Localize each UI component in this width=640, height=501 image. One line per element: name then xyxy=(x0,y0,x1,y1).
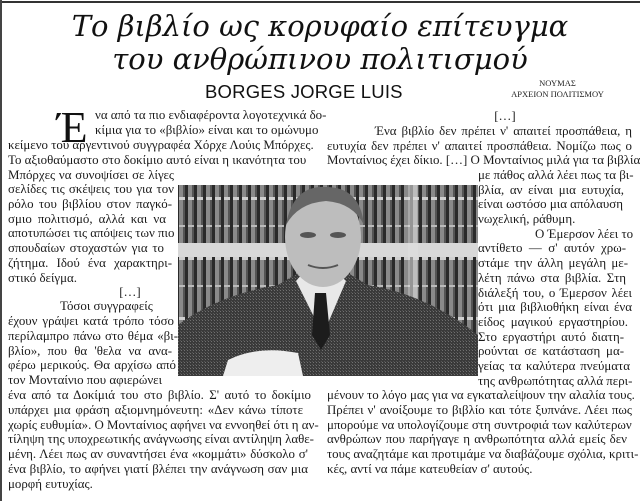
text-line: κείμενο του αργεντινού συγγραφέα Χόρχε Λούις Μπόρχες. xyxy=(8,138,314,152)
text-line: λέτη πάνω στα βιβλία. Στη xyxy=(478,271,626,285)
text-line: μορφή ευτυχίας. xyxy=(8,477,93,491)
text-line: ανθρώπων που παρήγαγε η ανθρωπότητα αλλά εμείς δεν xyxy=(327,432,627,446)
text-line: περίλαμπρο πάνω στο θέμα «βι- xyxy=(8,329,178,343)
text-line: Στο εργαστήρι αυτό διατη- xyxy=(478,330,624,344)
text-line: Μονταίνιος έχει δίκιο. […] Ο Μονταίνιος μιλά για τα βιβλία xyxy=(327,153,640,167)
text-line: Πρέπει ν' ανοίξουμε το βιβλίο και τότε ξυπνάνε. Λέει πως xyxy=(327,403,632,417)
text-line: της ανθρωπότητας αλλά περι- xyxy=(478,374,633,388)
text-line: […] xyxy=(119,285,141,299)
text-line: είναι ωστόσο μια απόλαυση xyxy=(478,197,623,211)
text-line: κίμια για το «βιβλίο» είναι και το ομώνυμο xyxy=(95,123,319,137)
text-line: διάλεξή του, ο Έμερσον λέει xyxy=(478,286,632,300)
text-line: φέρω μερικούς. Θα αρχίσω από xyxy=(8,358,176,372)
article-author: BORGES JORGE LUIS xyxy=(205,81,403,102)
article-title-line-1: Το βιβλίο ως κορυφαίο επίτευγμα xyxy=(71,9,569,43)
text-line: ρούνται σε κατάσταση μα- xyxy=(478,344,624,358)
text-line: αποτυπώσει τις απόψεις των πιο xyxy=(8,226,175,240)
text-line: σμιο πολιτισμό, αλλά και να xyxy=(8,212,166,226)
text-line: ρόλο του βιβλίου στον παγκό- xyxy=(8,197,172,211)
article-title-line-2: του ανθρώπινου πολιτισμού xyxy=(112,42,528,76)
text-line: αντίθετο — σ' αυτόν χρω- xyxy=(478,241,626,255)
text-line: Τόσοι συγγραφείς xyxy=(60,299,153,313)
text-line: νωχελική, ράθυμη. xyxy=(478,212,576,226)
text-line: υπάρχει μια φράση αξιομνημόνευτη: «Δεν κάνω τίποτε xyxy=(8,403,303,417)
source-archive: ΑΡΧΕΙΟΝ ΠΟΛΙΤΙΣΜΟΥ xyxy=(511,89,604,99)
author-portrait-photo xyxy=(178,185,478,376)
top-rule xyxy=(0,1,640,3)
text-line: είδος μαγικού εργαστηρίου. xyxy=(478,315,628,329)
text-line: […] xyxy=(494,109,516,123)
text-line: Ο Έμερσον λέει το xyxy=(535,227,634,241)
text-line: ζήτημα. Ιδού ένα χαρακτηρι- xyxy=(8,256,172,270)
text-line: στάμε την άλλη μεγάλη με- xyxy=(478,256,628,270)
text-line: κές, αντί να πάμε κατευθείαν σ' αυτούς. xyxy=(327,462,533,476)
text-line: σελίδες τις σκέψεις του για τον xyxy=(8,182,174,196)
drop-cap: Έ xyxy=(57,103,88,152)
text-line: ένα από τα Δοκίμιά του στο βιβλίο. Σ' αυτό το δοκίμιο xyxy=(8,388,311,402)
text-line: με πάθος αλλά λέει πως τα βι- xyxy=(478,168,634,182)
text-line: ένα βιβλίο, το αφήνει γιατί βλέπει την ανάγνωση σαν μια xyxy=(8,462,308,476)
text-line: βλίο», που θα 'θελα να ανα- xyxy=(8,344,172,358)
text-line: βλία, αν είναι μια ευτυχία, xyxy=(478,183,624,197)
text-line: μένουν το λόγο μας για να εγκαταλείψουν την αλαλία τους. xyxy=(327,388,635,402)
text-line: ευτυχία δεν πρέπει ν' απαιτεί προσπάθεια. Νομίζω πως ο xyxy=(327,139,632,153)
text-line: στικό δείγμα. xyxy=(8,271,78,285)
text-line: τους αναζητάμε και προτιμάμε να διαβάζουμε σχόλια, κριτι- xyxy=(327,447,639,461)
text-line: χωρίς ευθυμία». Ο Μονταίνιος αφήνει να εννοηθεί ότι η αν- xyxy=(8,418,319,432)
text-line: έχουν γράψει κατά τρόπο τόσο xyxy=(8,314,174,328)
text-line: να από τα πιο ενδιαφέροντα λογοτεχνικά δο- xyxy=(95,108,327,122)
source-name: ΝΟΥΜΑΣ xyxy=(539,78,576,88)
text-line: Μπόρχες να συνοψίσει σε λίγες xyxy=(8,168,174,182)
article-source xyxy=(505,78,610,100)
text-line: Το αξιοθαύμαστο στο δοκίμιο αυτό είναι η ικανότητα του xyxy=(8,153,307,167)
text-line: ότι μια βιβλιοθήκη είναι ένα xyxy=(478,300,632,314)
text-line: μένη. Λέει πως αν συναντήσει ένα «κομμάτι» δύσκολο σ' xyxy=(8,447,308,461)
text-line: μπορούμε να υπολογίζουμε στη συντροφιά των καλύτερων xyxy=(327,418,632,432)
text-line: Ένα βιβλίο δεν πρέπει ν' απαιτεί προσπάθεια, η xyxy=(375,124,632,138)
text-line: τον Μονταίνιο που αφιερώνει xyxy=(8,373,163,387)
text-line: γείας τα καλύτερα πνεύματα xyxy=(478,359,630,373)
text-line: σπουδαίων στοχαστών για το xyxy=(8,241,164,255)
text-line: τίληψη της υποχρεωτικής ανάγνωσης είναι αντίληψη λαθε- xyxy=(8,432,314,446)
